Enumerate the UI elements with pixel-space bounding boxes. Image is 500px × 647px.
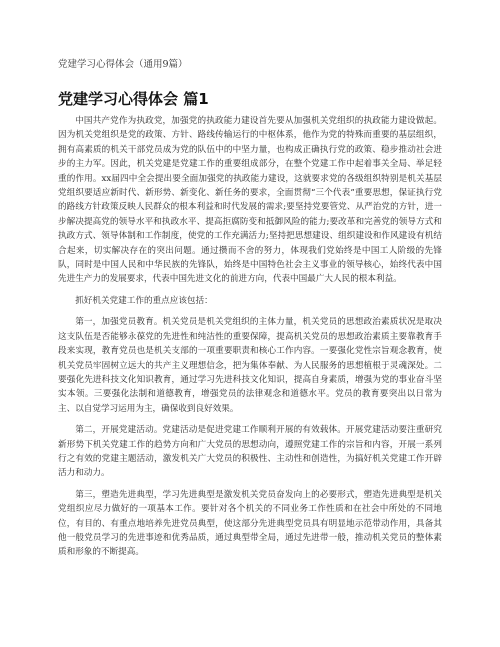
paragraph-third-point: 第三，塑造先进典型，学习先进典型是激发机关党员奋发向上的必要形式，塑造先进典型是机关党组织应尽力做好的一项基本工作。要针对各个机关的不同业务工作性质和在社会中所处的不同地位，有目的、有重点地培养先进党员典型，使这部分先进典型党员具有明显地示范带动作用，具备其他一般党员学习的先进事迹和优秀品质，通过典型带全局，通过先进带一般，推动机关党员的整体素质和形象的不断提高。 [58,489,442,558]
document-header: 党建学习心得体会（通用9篇） [58,59,188,70]
paragraph-second-point: 第二，开展党建活动。党建活动是促进党建工作顺利开展的有效载体。开展党建活动要注重研究新形势下机关党建工作的趋势方向和广大党员的思想动向，遵照党建工作的宗旨和内容，开展一系列行之有效的党建主题活动，激发机关广大党员的积极性、主动性和创造性，为搞好机关党建工作开辟活力和动力。 [58,425,442,479]
document-body [58,114,442,560]
document-title: 党建学习心得体会 篇1 [58,90,209,108]
paragraph-intro: 中国共产党作为执政党，加强党的执政能力建设首先要从加强机关党组织的执政能力建设做起。因为机关党组织是党的政策、方针、路线传输运行的中枢体系，他作为党的特殊而重要的基层组织，拥有高素质的机关干部党员成为党的队伍中的中坚力量，也构成正确执行党的政策、稳步推动社会进步的主力军。因此，机关党建是党建工作的重要组成部分，在整个党建工作中起着事关全局、举足轻重的作用。xx届四中全会提出要全面加强党的执政能力建设，这就要求党的各级组织特别是机关基层党组织要适应新时代、新形势、新变化、新任务的要求，全面贯彻“三个代表”重要思想，保证执行党的路线方针政策反映人民群众的根本利益和时代发展的需求;要坚持党要管党、从严治党的方针，进一步解决提高党的领导水平和执政水平、提高拒腐防变和抵御风险的能力;要改革和完善党的领导方式和执政方式、领导体制和工作制度，使党的工作充满活力;坚持把思想建设、组织建设和作风建设有机结合起来，切实解决存在的突出问题。通过攒而不舍的努力，体现我们党始终是中国工人阶级的先锋队，同时是中国人民和中华民族的先锋队，始终是中国特色社会主义事业的领导核心，始终代表中国先进生产力的发展要求，代表中国先进文化的前进方向，代表中国最广大人民的根本利益。 [58,116,442,285]
paragraph-first-point: 第一，加强党员教育。机关党员是机关党组织的主体力量，机关党员的思想政治素质状况是取决这支队伍是否能够永葆党的先进性和纯洁性的重要保障，提高机关党员的思想政治素质主要靠教育手段来实现，教育党员也是机关支部的一项重要职责和核心工作内容。一要强化党性宗旨观念教育，使机关党员牢固树立远大的共产主义理想信念，把为集体奉献、为人民服务的思想植根于灵魂深处。二要强化先进科技文化知识教育，通过学习先进科技文化知识，提高自身素质，增强为党的事业奋斗坚实本领。三要强化法制和道德教育，增强党员的法律观念和道德水平。党员的教育要突出以日常为主、以自觉学习运用为主，确保收到良好效果。 [58,317,442,414]
paragraph-key-points: 抓好机关党建工作的重点应该包括： [75,295,213,306]
